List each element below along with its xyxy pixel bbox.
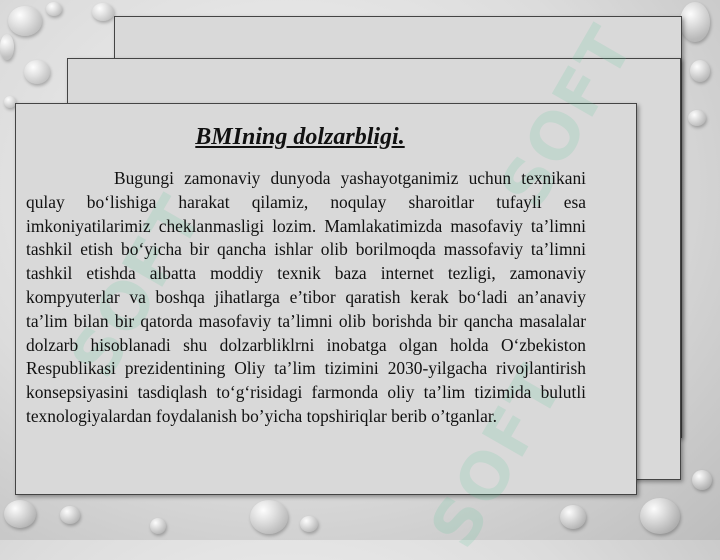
water-drop bbox=[92, 3, 114, 21]
water-drop bbox=[680, 2, 710, 42]
water-drop bbox=[60, 506, 80, 524]
water-drop bbox=[300, 516, 318, 532]
slide-body-text: Bugungi zamonaviy dunyoda yashayotganimiz uchun texnikani qulay bo‘lishiga harakat qilamiz, noqulay sharoitlar tufayli esa imkoniyatilarimiz cheklanmasligi lozim. Mamlakatimizda masofaviy ta’limni tashkil etish bo‘yicha bir qancha ishlar olib borilmoqda massofaviy ta’limni tashkil etishda albatta moddiy texnik baza internet tezligi, zamonaviy kompyuterlar va boshqa jihatlarga e’tibor qaratish kerak bo‘ladi an’anaviy ta’lim bilan bir qatorda masofaviy ta’limni olib borishda bir qancha masalalar dolzarb hisoblanadi shu dolzarbliklrni inobatga olgan holda O‘zbekiston Respublikasi prezidentining Oliy ta’lim tizimini 2030-yilgacha rivojlantirish konsepsiyasini tasdiqlash to‘g‘risidagi farmonda oliy ta’lim tizimida bulutli texnologiyalardan foydalanish bo’yicha topshiriqlar berib o’tganlar. bbox=[26, 168, 586, 426]
water-drop bbox=[560, 505, 586, 529]
water-drop bbox=[688, 110, 706, 126]
slide-title: BMIning dolzarbligi. bbox=[195, 124, 405, 150]
water-drop bbox=[8, 6, 42, 36]
water-drop bbox=[690, 60, 710, 82]
slide-title-container bbox=[0, 124, 600, 151]
water-drop bbox=[4, 500, 36, 528]
water-drop bbox=[46, 2, 62, 16]
water-drop bbox=[0, 34, 14, 60]
water-drop bbox=[640, 498, 680, 534]
water-drop bbox=[24, 60, 50, 84]
water-drop bbox=[150, 518, 166, 534]
water-drop bbox=[250, 500, 288, 534]
water-drop bbox=[692, 470, 712, 490]
